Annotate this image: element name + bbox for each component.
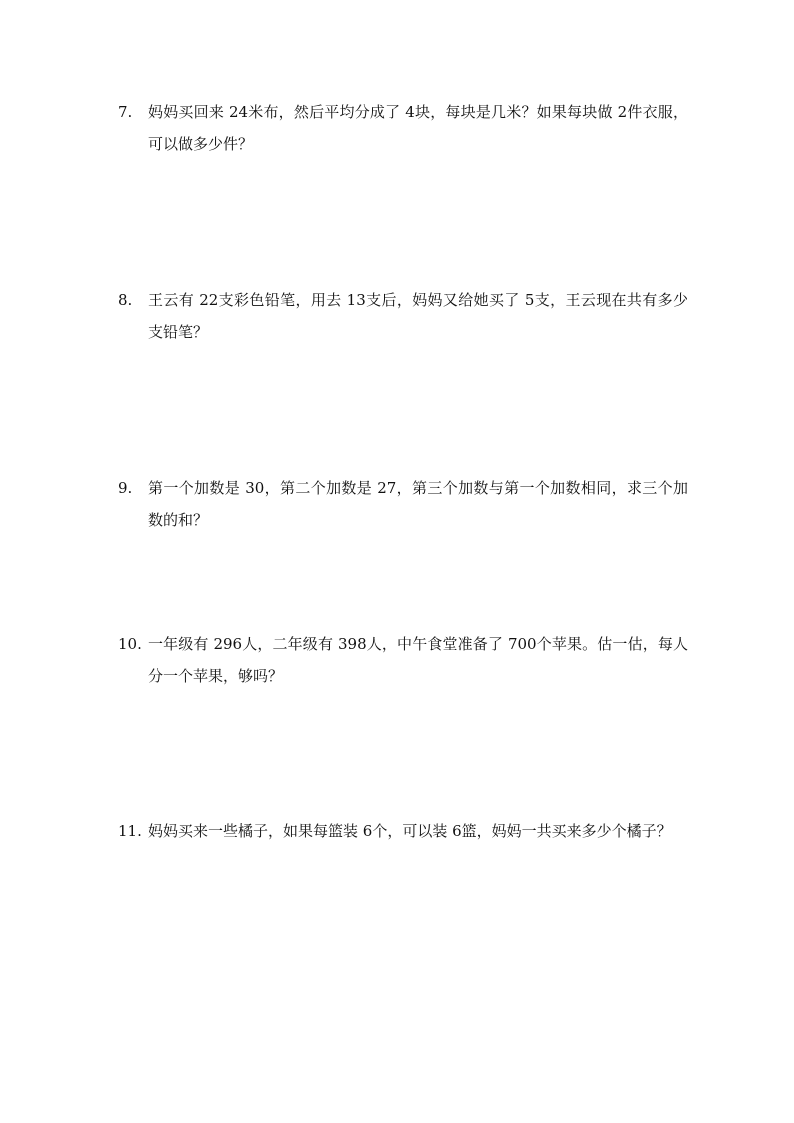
question-text: 妈妈买来一些橘子，如果每篮装 6个，可以装 6篮，妈妈一共买来多少个橘子？ <box>148 822 672 840</box>
question-text: 一年级有 296人，二年级有 398人，中午食堂准备了 700个苹果。估一估，每人分一个苹果，够吗？ <box>148 635 688 685</box>
question-number: 10. <box>118 635 142 653</box>
question-text: 妈妈买回来 24米布，然后平均分成了 4块，每块是几米？如果每块做 2件衣服，可以做多少件？ <box>148 103 688 153</box>
question-number: 7. <box>118 103 133 121</box>
question-number: 9. <box>118 479 133 497</box>
question-9 <box>118 472 688 536</box>
question-text: 第一个加数是 30，第二个加数是 27，第三个加数与第一个加数相同，求三个加数的和？ <box>148 479 688 529</box>
question-number: 8. <box>118 291 133 309</box>
question-11 <box>118 815 688 847</box>
question-10 <box>118 628 688 692</box>
question-7 <box>118 96 688 160</box>
question-number: 11. <box>118 822 142 840</box>
question-8 <box>118 284 688 348</box>
question-text: 王云有 22支彩色铅笔，用去 13支后，妈妈又给她买了 5支，王云现在共有多少支铅笔？ <box>148 291 688 341</box>
